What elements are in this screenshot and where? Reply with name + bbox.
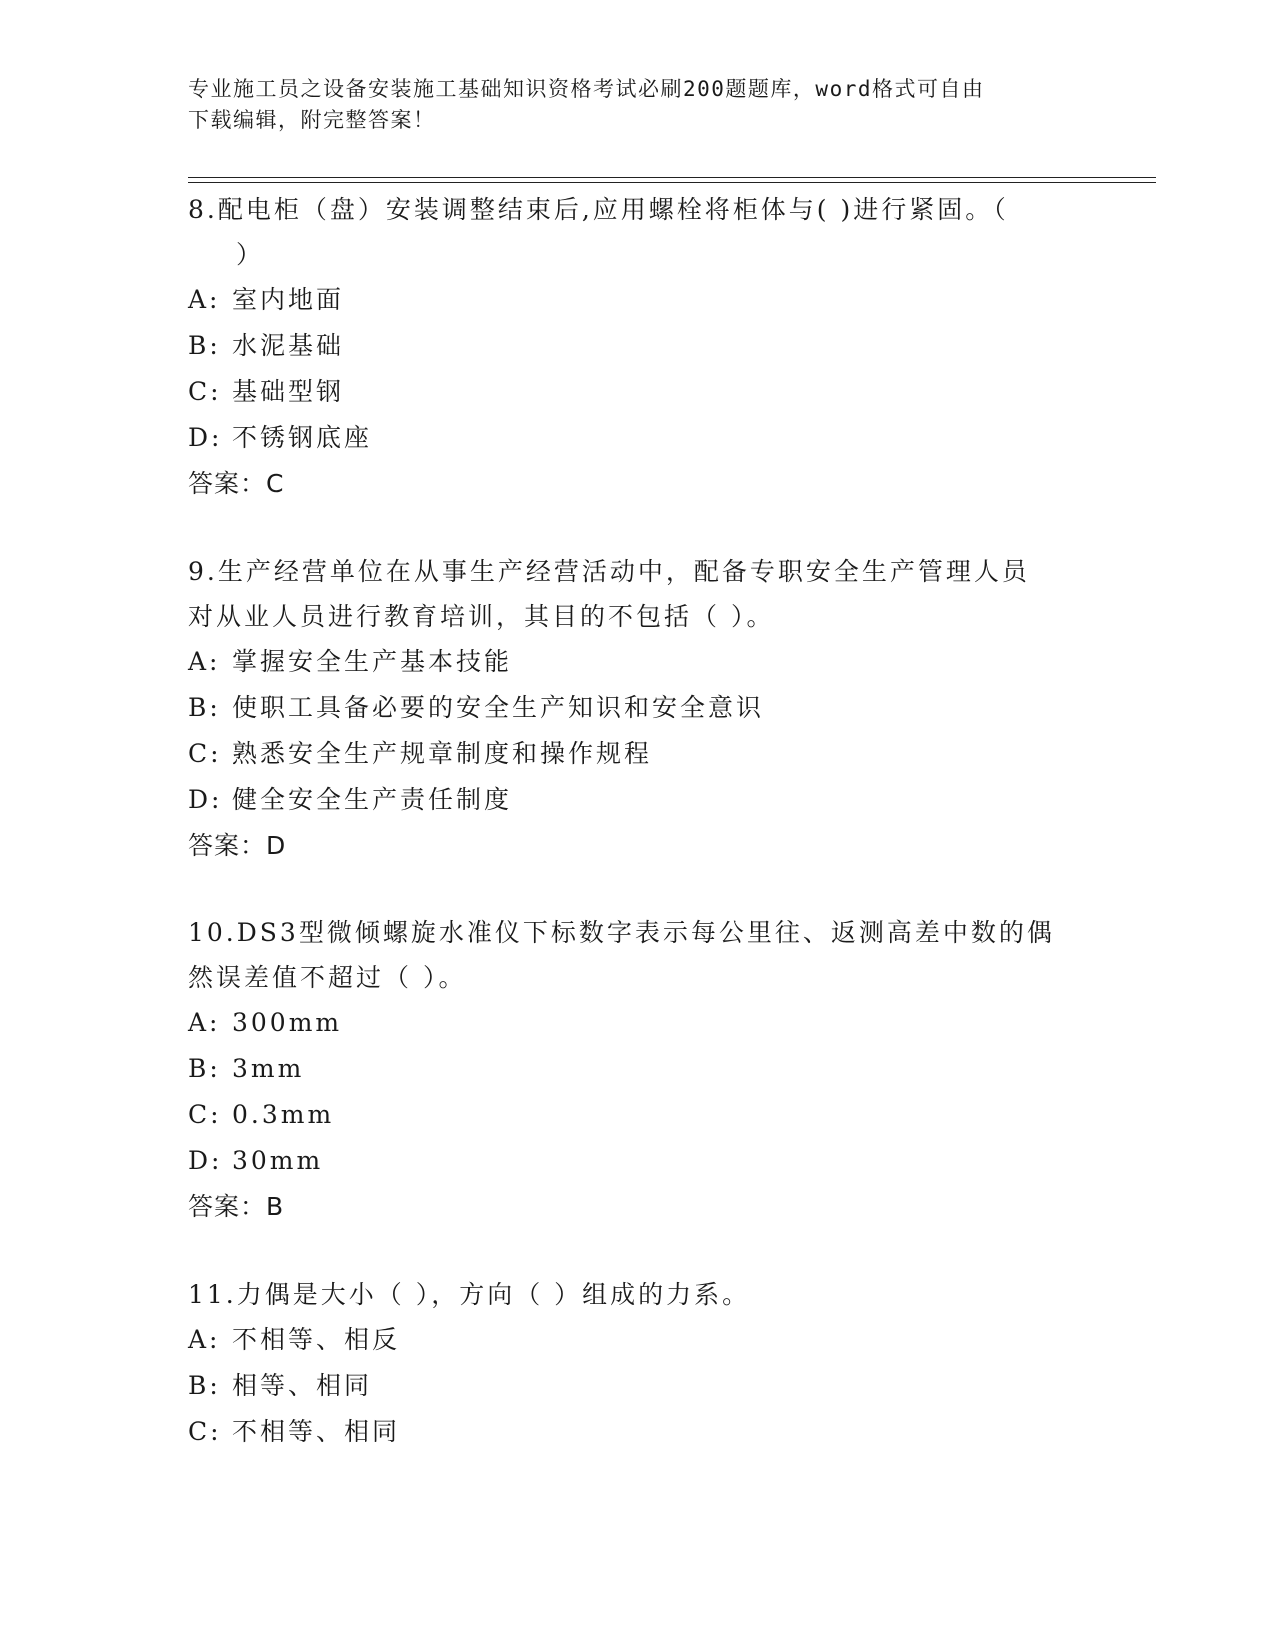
option-c (188, 1409, 1068, 1455)
question-stem (188, 910, 1068, 1000)
question-stem (188, 187, 1068, 277)
option-b (188, 323, 1068, 369)
option-letter: B: (188, 1054, 221, 1083)
question-stem-line-2: 然误差值不超过（ ）。 (188, 963, 467, 992)
question-10 (188, 910, 1068, 1230)
option-b (188, 685, 1068, 731)
option-letter: A: (188, 1008, 221, 1037)
question-stem (188, 549, 1068, 639)
option-letter: B: (188, 331, 221, 360)
option-letter: D: (188, 423, 223, 452)
option-d (188, 777, 1068, 823)
option-text: 健全安全生产责任制度 (232, 785, 513, 814)
question-8 (188, 187, 1068, 507)
option-text: 不锈钢底座 (232, 423, 373, 452)
option-letter: C: (188, 739, 222, 768)
option-b (188, 1046, 1068, 1092)
option-b (188, 1363, 1068, 1409)
option-letter: A: (188, 285, 221, 314)
option-letter: C: (188, 377, 222, 406)
answer-line: 答案：D (188, 831, 287, 860)
option-text: 掌握安全生产基本技能 (232, 647, 513, 676)
option-text: 基础型钢 (232, 377, 345, 406)
question-stem-line-2: ） (236, 240, 265, 269)
question-stem-line-1: 8.配电柜（盘）安装调整结束后,应用螺栓将柜体与( )进行紧固。（ (188, 195, 1009, 224)
option-text: 0.3mm (232, 1100, 335, 1129)
header-divider-bottom (188, 182, 1156, 183)
question-11 (188, 1272, 1068, 1455)
option-text: 30mm (232, 1146, 324, 1175)
question-stem-line-2: 对从业人员进行教育培训，其目的不包括（ ）。 (188, 602, 775, 631)
option-text: 不相等、相反 (232, 1325, 401, 1354)
option-text: 3mm (232, 1054, 305, 1083)
option-a (188, 277, 1068, 323)
option-text: 室内地面 (232, 285, 345, 314)
option-text: 相等、相同 (232, 1371, 373, 1400)
option-letter: A: (188, 1325, 221, 1354)
question-stem (188, 1272, 1068, 1317)
document-header (188, 74, 1068, 136)
option-a (188, 1000, 1068, 1046)
option-c (188, 731, 1068, 777)
header-divider-top (188, 177, 1156, 178)
header-line-2: 下载编辑，附完整答案！ (188, 108, 436, 132)
option-text: 300mm (232, 1008, 343, 1037)
option-c (188, 369, 1068, 415)
option-d (188, 415, 1068, 461)
answer-line: 答案：B (188, 1192, 285, 1221)
option-letter: C: (188, 1100, 222, 1129)
question-stem-line-1: 11.力偶是大小（ ），方向（ ）组成的力系。 (188, 1280, 751, 1309)
option-c (188, 1092, 1068, 1138)
question-9 (188, 549, 1068, 869)
header-line-1: 专业施工员之设备安装施工基础知识资格考试必刷200题题库，word格式可自由 (188, 77, 985, 101)
option-text: 熟悉安全生产规章制度和操作规程 (232, 739, 653, 768)
option-letter: D: (188, 785, 223, 814)
answer-line: 答案：C (188, 469, 285, 498)
question-stem-line-1: 10.DS3型微倾螺旋水准仪下标数字表示每公里往、返测高差中数的偶 (188, 918, 1055, 947)
question-stem-line-1: 9.生产经营单位在从事生产经营活动中，配备专职安全生产管理人员 (188, 557, 1030, 586)
option-a (188, 639, 1068, 685)
option-letter: D: (188, 1146, 223, 1175)
option-letter: A: (188, 647, 221, 676)
option-text: 不相等、相同 (232, 1417, 401, 1446)
option-text: 水泥基础 (232, 331, 345, 360)
option-letter: B: (188, 1371, 221, 1400)
option-letter: C: (188, 1417, 222, 1446)
option-letter: B: (188, 693, 221, 722)
option-a (188, 1317, 1068, 1363)
option-d (188, 1138, 1068, 1184)
option-text: 使职工具备必要的安全生产知识和安全意识 (232, 693, 765, 722)
